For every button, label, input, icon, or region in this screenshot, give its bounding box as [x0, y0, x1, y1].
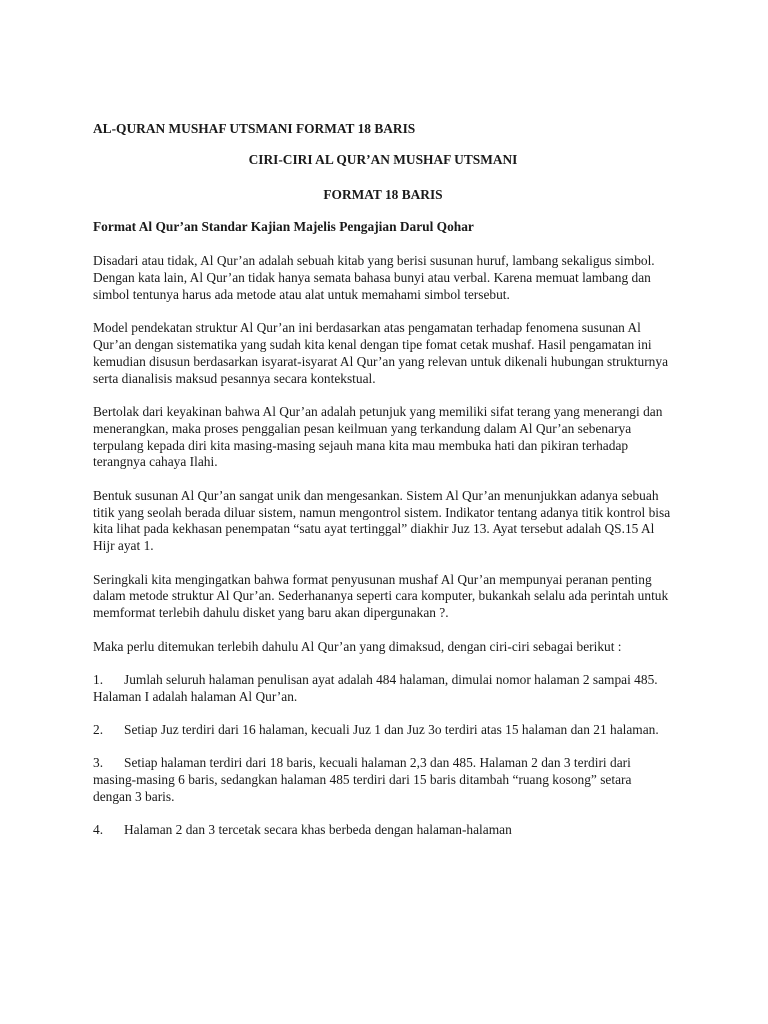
list-item-number: 4. — [93, 822, 104, 838]
list-item — [93, 672, 673, 706]
section-heading: Format Al Qur’an Standar Kajian Majelis Pengajian Darul Qohar — [93, 219, 474, 235]
list-item-number: 1. — [93, 671, 104, 687]
list-item-text: Setiap Juz terdiri dari 16 halaman, kecuali Juz 1 dan Juz 3o terdiri atas 15 halaman dan 21 halaman. — [124, 722, 659, 738]
list-item-text: Setiap halaman terdiri dari 18 baris, kecuali halaman 2,3 dan 485. Halaman 2 dan 3 terdiri dari masing-masing 6 baris, sedangkan halaman 485 terdiri dari 15 baris ditambah “ruang kosong” setara dengan 3 baris. — [93, 755, 632, 805]
paragraph: Disadari atau tidak, Al Qur’an adalah sebuah kitab yang berisi susunan huruf, lambang sekaligus simbol. Dengan kata lain, Al Qur’an tidak hanya semata bahasa bunyi atau verbal. Karena memuat lambang dan simbol tentunya harus ada metode atau alat untuk memahami simbol tersebut. — [93, 253, 655, 302]
list-item-text: Halaman 2 dan 3 tercetak secara khas berbeda dengan halaman-halaman — [124, 822, 512, 838]
document-subtitle-format: FORMAT 18 BARIS — [323, 186, 443, 202]
paragraph: Seringkali kita mengingatkan bahwa format penyusunan mushaf Al Qur’an mempunyai peranan penting dalam metode struktur Al Qur’an. Sederhananya seperti cara komputer, bukankah selalu ada perintah untuk memformat terlebih dahulu disket yang baru akan dipergunakan ?. — [93, 571, 669, 621]
document-title: AL-QURAN MUSHAF UTSMANI FORMAT 18 BARIS — [93, 121, 416, 136]
list-item — [93, 755, 673, 805]
paragraph: Bentuk susunan Al Qur’an sangat unik dan mengesankan. Sistem Al Qur’an menunjukkan adanya sebuah titik yang seolah berada diluar sistem, namun mengontrol sistem. Indikator tentang adanya titik kontrol bisa kita lihat pada kekhasan penempatan “satu ayat tertinggal” diakhir Juz 13. Ayat tersebut adalah QS.15 Al Hijr ayat 1. — [93, 487, 671, 554]
list-item — [93, 822, 673, 839]
document-page — [93, 121, 673, 856]
list-item-number: 3. — [93, 755, 104, 771]
paragraph: Maka perlu ditemukan terlebih dahulu Al Qur’an yang dimaksud, dengan ciri-ciri sebagai berikut : — [93, 638, 622, 654]
list-item — [93, 722, 673, 739]
document-subtitle: CIRI-CIRI AL QUR’AN MUSHAF UTSMANI — [248, 151, 518, 167]
paragraph: Model pendekatan struktur Al Qur’an ini berdasarkan atas pengamatan terhadap fenomena susunan Al Qur’an dengan sistematika yang sudah kita kenal dengan tipe fomat cetak mushaf. Hasil pengamatan ini kemudian disusun berdasarkan isyarat-isyarat Al Qur’an yang relevan untuk dikenali hubungan strukturnya serta dianalisis maksud pesannya secara kontekstual. — [93, 320, 669, 386]
paragraph: Bertolak dari keyakinan bahwa Al Qur’an adalah petunjuk yang memiliki sifat terang yang menerangi dan menerangkan, maka proses penggalian pesan keilmuan yang terkandung dalam Al Qur’an sebenarya terpulang kepada diri kita masing-masing sejauh mana kita mau membuka hati dan pikiran terhadap terangnya cahaya Ilahi. — [93, 403, 663, 470]
list-item-text: Jumlah seluruh halaman penulisan ayat adalah 484 halaman, dimulai nomor halaman 2 sampai 485. Halaman I adalah halaman Al Qur’an. — [93, 671, 658, 704]
list-item-number: 2. — [93, 722, 104, 738]
